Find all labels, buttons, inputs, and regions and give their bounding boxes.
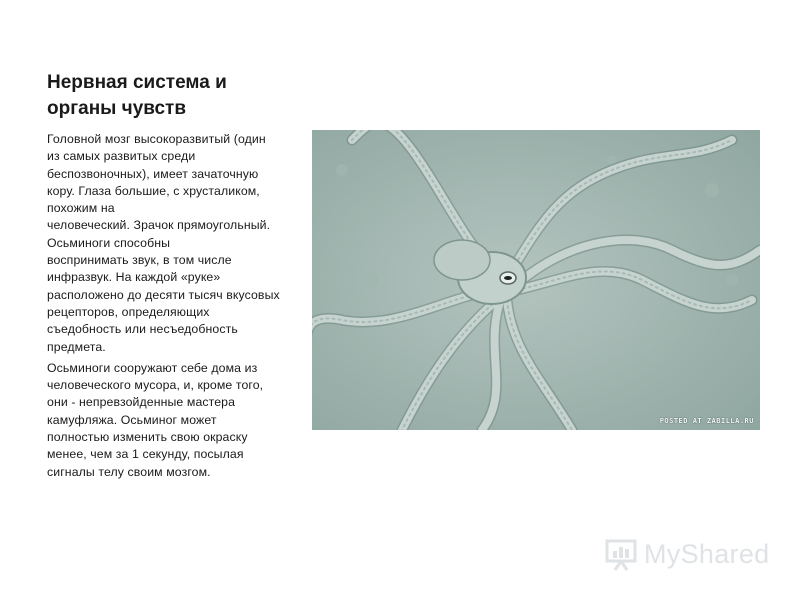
logo-text: MyShared: [644, 539, 770, 569]
text-line: расположено до десяти тысяч вкусовых: [47, 287, 280, 302]
text-line: человеческий. Зрачок прямоугольный.: [47, 218, 271, 233]
text-line: съедобность или несъедобность: [47, 322, 238, 337]
octopus-photo: [312, 130, 760, 430]
octopus-illustration: [312, 130, 760, 430]
title-line-1: Нервная система и: [47, 72, 227, 93]
slide-body-text: [47, 131, 297, 485]
text-line: предмета.: [47, 339, 106, 354]
octopus-pupil: [504, 276, 512, 280]
text-line: инфразвук. На каждой «руке»: [47, 270, 221, 285]
text-line: они - непревзойденные мастера: [47, 395, 236, 410]
text-line: воспринимать звук, в том числе: [47, 253, 232, 268]
text-line: Головной мозг высокоразвитый (один: [47, 132, 266, 146]
text-line: камуфляжа. Осьминог может: [47, 412, 217, 427]
text-line: рецепторов, определяющих: [47, 304, 210, 319]
slide-title: [47, 70, 307, 122]
paragraph-camouflage: [47, 360, 297, 481]
text-line: человеческого мусора, и, кроме того,: [47, 378, 264, 393]
text-line: менее, чем за 1 секунду, посылая: [47, 447, 244, 462]
text-line: полностью изменить свою окраску: [47, 430, 248, 445]
text-line: кору. Глаза большие, с хрусталиком,: [47, 183, 260, 198]
text-line: Осьминоги способны: [47, 235, 171, 250]
presentation-board-icon: [604, 536, 640, 572]
text-line: Осьминоги сооружают себе дома из: [47, 360, 258, 375]
text-line: из самых развитых среди: [47, 149, 196, 164]
title-line-2: органы чувств: [47, 98, 187, 119]
text-line: сигналы телу своим мозгом.: [47, 464, 211, 479]
photo-caption: POSTED AT ZABILLA.RU: [659, 417, 754, 425]
text-line: похожим на: [47, 201, 115, 216]
paragraph-nervous-system: [47, 131, 297, 356]
myshared-logo[interactable]: [604, 536, 769, 572]
text-line: беспозвоночных), имеет зачаточную: [47, 166, 259, 181]
